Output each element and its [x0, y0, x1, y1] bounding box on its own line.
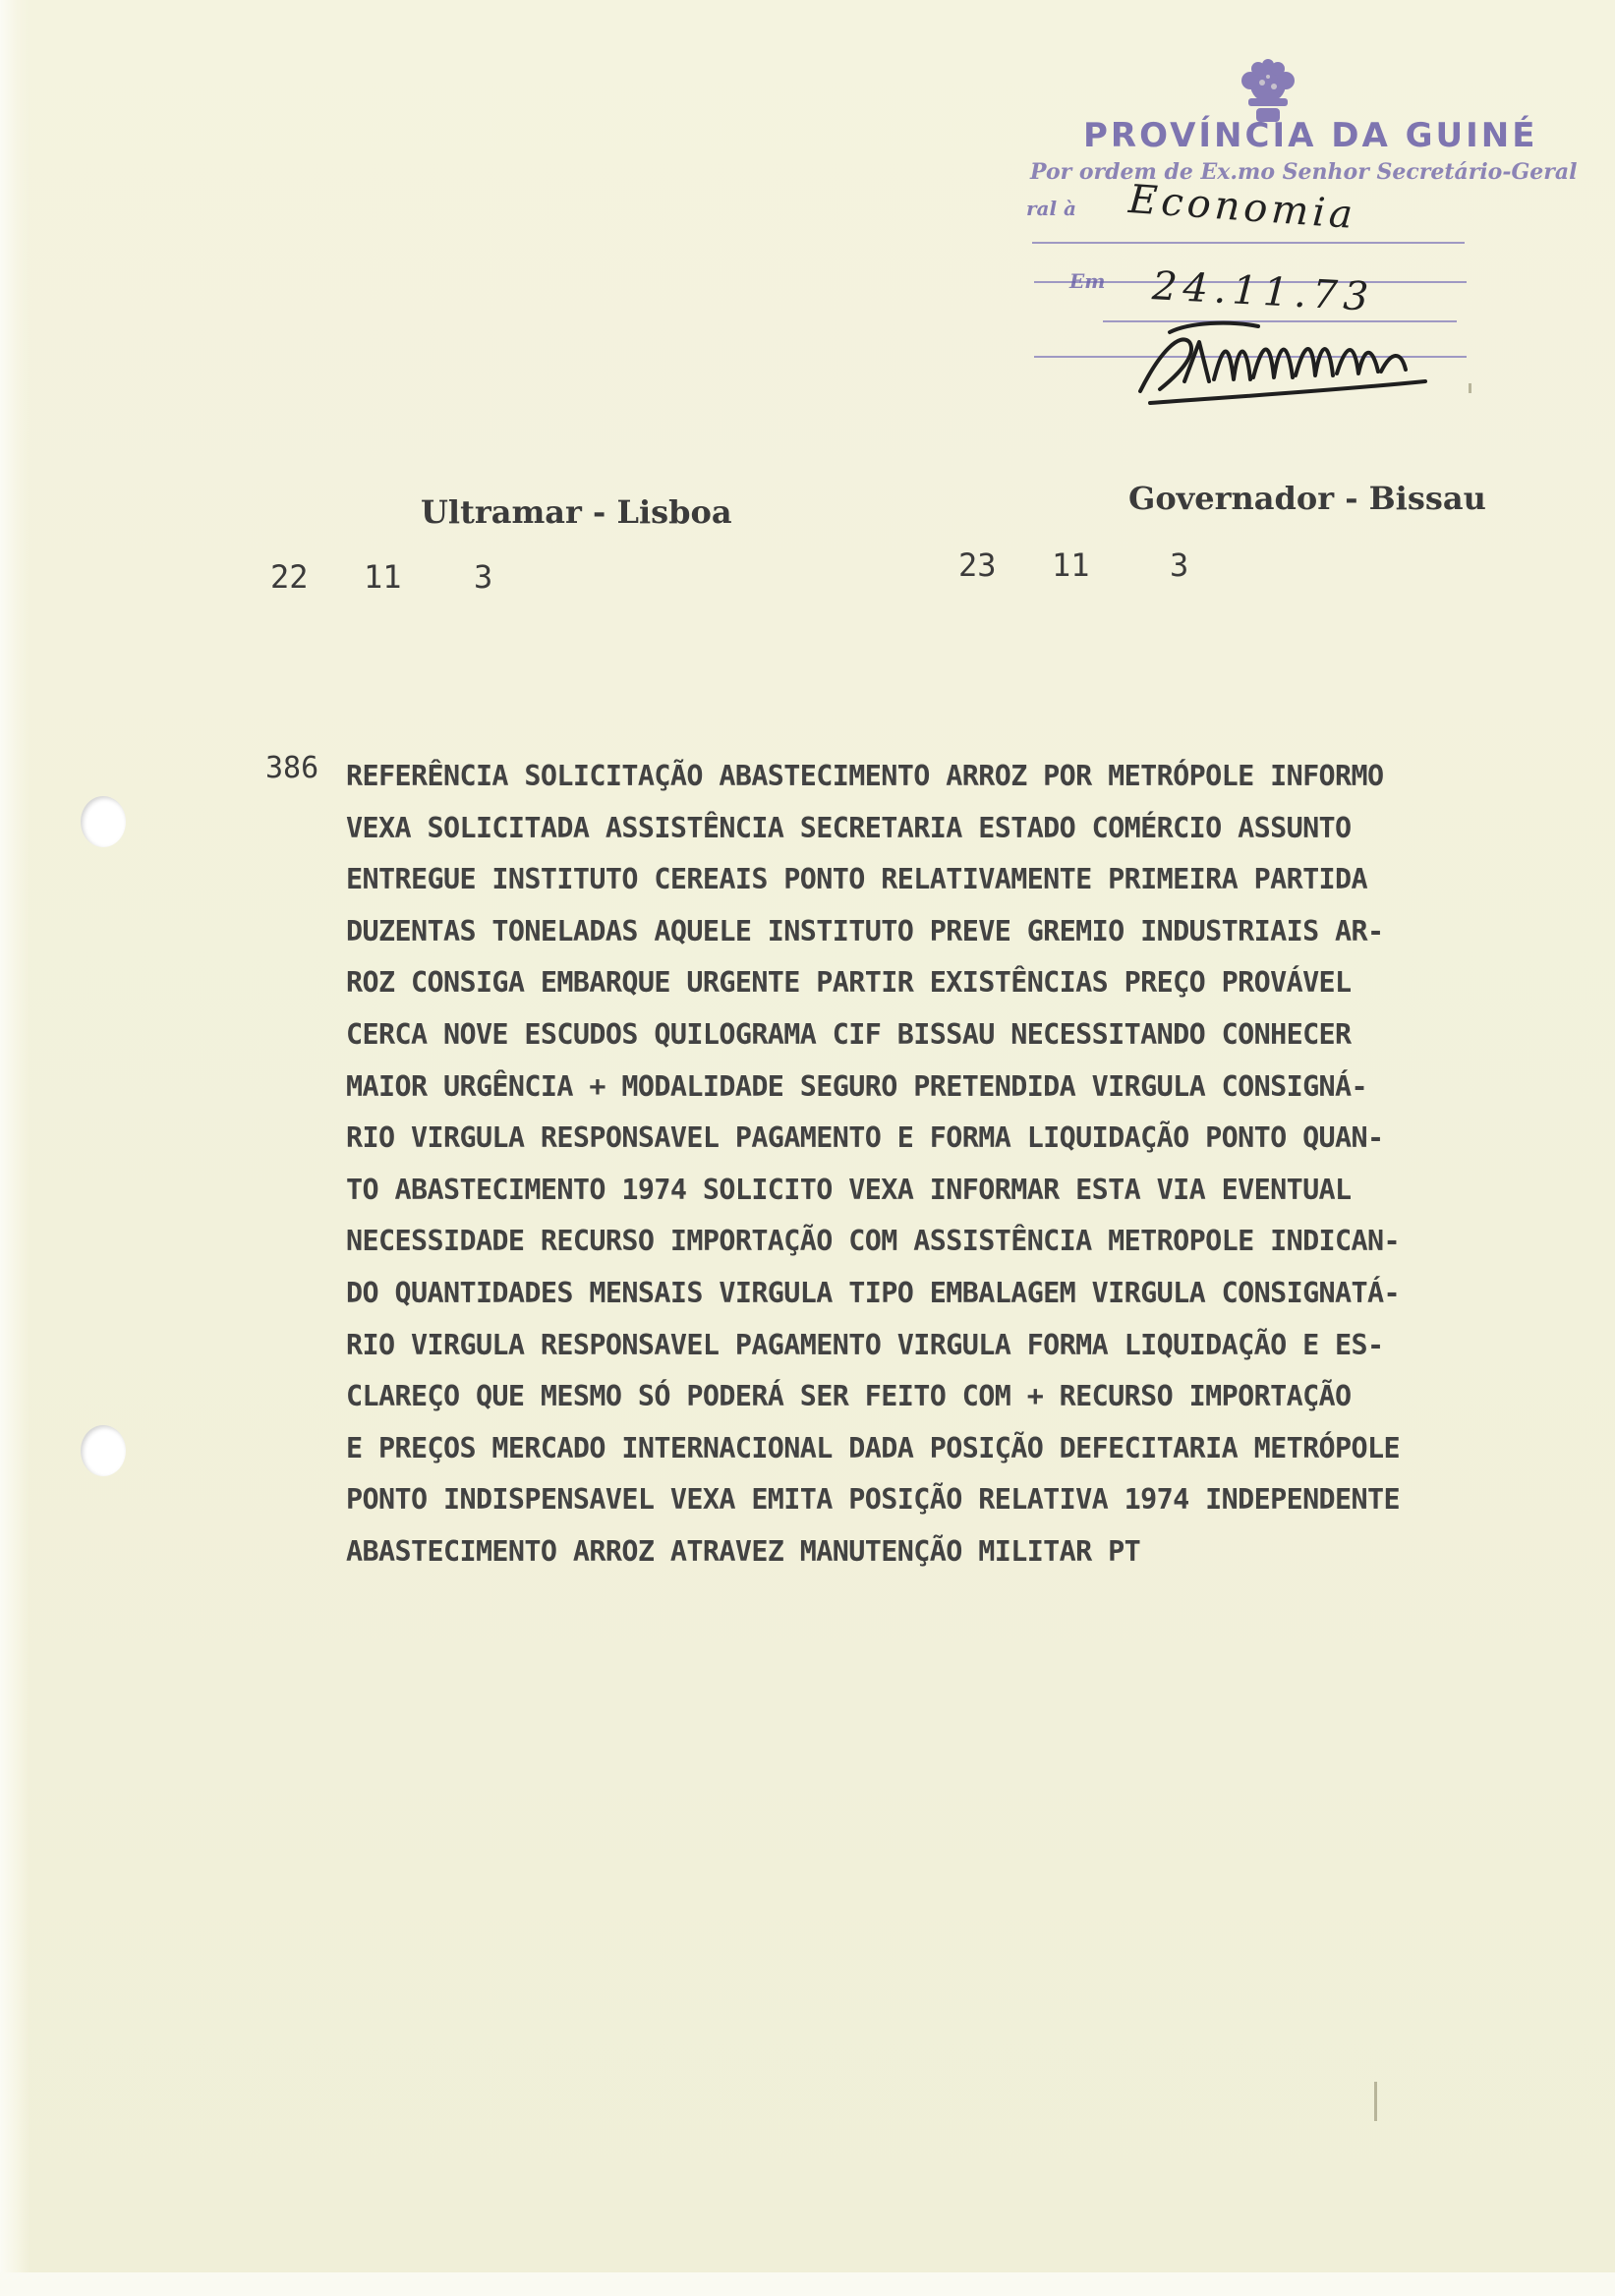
recipient-date-year: 3 [1170, 546, 1189, 584]
message-line: DUZENTAS TONELADAS AQUELE INSTITUTO PREVE GREMIO INDUSTRIAIS AR- [346, 914, 1384, 947]
message-line: PONTO INDISPENSAVEL VEXA EMITA POSIÇÃO RELATIVA 1974 INDEPENDENTE [346, 1483, 1401, 1517]
stamp-order-line: Por ordem de Ex.mo Senhor Secretário-Geral [1030, 159, 1578, 185]
paper-bottom-edge [0, 2272, 1615, 2296]
sender-date-year: 3 [474, 558, 493, 596]
paper-left-edge [0, 0, 29, 2296]
official-stamp [1022, 49, 1578, 423]
message-line: CLAREÇO QUE MESMO SÓ PODERÁ SER FEITO COM + RECURSO IMPORTAÇÃO [346, 1380, 1352, 1413]
stamp-em-label: Em [1069, 269, 1106, 293]
message-line: ENTREGUE INSTITUTO CEREAIS PONTO RELATIVAMENTE PRIMEIRA PARTIDA [346, 863, 1368, 896]
stamp-rule-1 [1032, 242, 1465, 244]
message-line: RIO VIRGULA RESPONSAVEL PAGAMENTO VIRGULA FORMA LIQUIDAÇÃO E ES- [346, 1328, 1384, 1361]
message-number: 386 [265, 751, 319, 785]
message-line: ABASTECIMENTO ARROZ ATRAVEZ MANUTENÇÃO MILITAR PT [346, 1534, 1141, 1568]
sender-date-month: 11 [364, 558, 402, 596]
message-line: ROZ CONSIGA EMBARQUE URGENTE PARTIR EXISTÊNCIAS PREÇO PROVÁVEL [346, 966, 1352, 1000]
recipient-date-month: 11 [1052, 546, 1090, 584]
handwritten-date: 24.11.73 [1150, 263, 1376, 320]
message-line: MAIOR URGÊNCIA + MODALIDADE SEGURO PRETENDIDA VIRGULA CONSIGNÁ- [346, 1069, 1368, 1103]
paper-mark [1374, 2082, 1377, 2121]
recipient-date-day: 23 [958, 546, 997, 584]
message-line: DO QUANTIDADES MENSAIS VIRGULA TIPO EMBALAGEM VIRGULA CONSIGNATÁ- [346, 1276, 1401, 1309]
paper-mark [1469, 383, 1471, 393]
stamp-ral-label: ral à [1026, 197, 1077, 220]
message-body [346, 751, 1604, 1578]
handwritten-addressee: Economia [1126, 176, 1358, 239]
sender-date-day: 22 [270, 558, 309, 596]
punch-hole-bottom [81, 1425, 126, 1476]
message-line: RIO VIRGULA RESPONSAVEL PAGAMENTO E FORMA LIQUIDAÇÃO PONTO QUAN- [346, 1121, 1384, 1155]
message-line: CERCA NOVE ESCUDOS QUILOGRAMA CIF BISSAU NECESSITANDO CONHECER [346, 1017, 1352, 1051]
stamp-title: PROVÍNCIA DA GUINÉ [1083, 116, 1538, 155]
message-line: E PREÇOS MERCADO INTERNACIONAL DADA POSIÇÃO DEFECITARIA METRÓPOLE [346, 1431, 1401, 1464]
message-line: NECESSIDADE RECURSO IMPORTAÇÃO COM ASSISTÊNCIA METROPOLE INDICAN- [346, 1225, 1401, 1258]
sender-label: Ultramar - Lisboa [421, 493, 732, 531]
signature-icon [1130, 313, 1445, 411]
message-line: TO ABASTECIMENTO 1974 SOLICITO VEXA INFORMAR ESTA VIA EVENTUAL [346, 1173, 1352, 1206]
recipient-label: Governador - Bissau [1128, 480, 1486, 517]
message-line: REFERÊNCIA SOLICITAÇÃO ABASTECIMENTO ARROZ POR METRÓPOLE INFORMO [346, 760, 1384, 792]
message-line: VEXA SOLICITADA ASSISTÊNCIA SECRETARIA ESTADO COMÉRCIO ASSUNTO [346, 811, 1352, 844]
punch-hole-top [81, 796, 126, 847]
